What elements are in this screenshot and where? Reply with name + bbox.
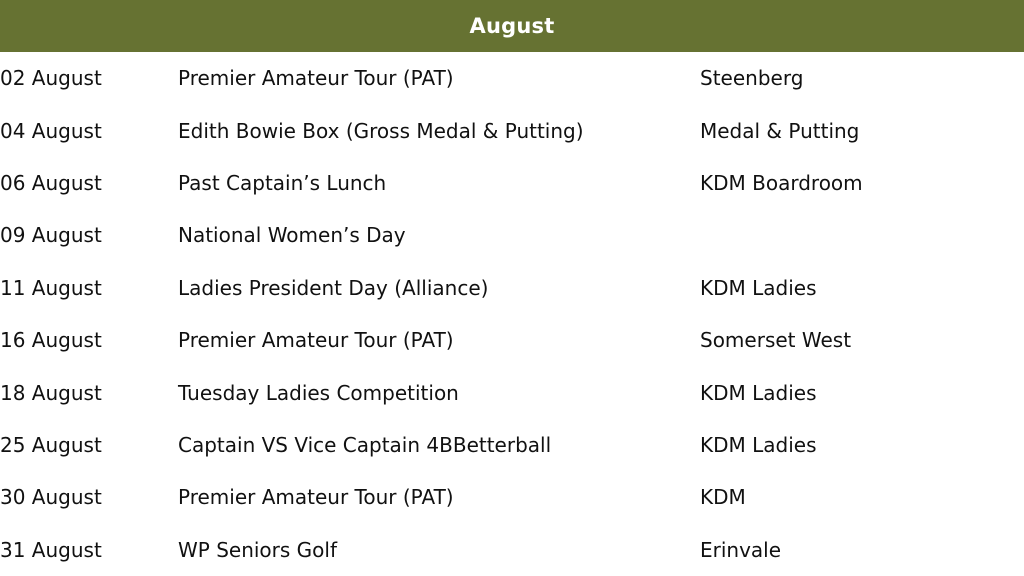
event-name: Premier Amateur Tour (PAT) [178, 66, 454, 91]
event-date: 25 August [0, 432, 102, 457]
event-name: Ladies President Day (Alliance) [178, 275, 489, 300]
event-venue: Medal & Putting [700, 118, 860, 143]
event-date: 31 August [0, 537, 102, 562]
event-date: 09 August [0, 223, 102, 248]
event-venue: KDM Ladies [700, 380, 817, 405]
event-date: 06 August [0, 170, 102, 195]
month-header [0, 0, 1024, 52]
event-name: Premier Amateur Tour (PAT) [178, 328, 454, 353]
event-venue: Erinvale [700, 537, 782, 562]
event-date: 11 August [0, 275, 102, 300]
month-title: August [469, 14, 555, 38]
table-row [0, 262, 1024, 314]
event-name: National Women’s Day [178, 223, 406, 248]
event-date: 02 August [0, 66, 102, 91]
event-name: Past Captain’s Lunch [178, 170, 387, 195]
table-row [0, 209, 1024, 261]
event-name: Captain VS Vice Captain 4BBetterball [178, 432, 552, 457]
table-row [0, 52, 1024, 104]
event-venue: Somerset West [700, 328, 852, 353]
event-date: 18 August [0, 380, 102, 405]
table-row [0, 104, 1024, 156]
event-venue: KDM Boardroom [700, 170, 863, 195]
table-row [0, 366, 1024, 418]
table-row [0, 314, 1024, 366]
table-row [0, 157, 1024, 209]
event-name: WP Seniors Golf [178, 537, 337, 562]
event-venue: KDM Ladies [700, 432, 817, 457]
event-name: Edith Bowie Box (Gross Medal & Putting) [178, 118, 584, 143]
event-name: Premier Amateur Tour (PAT) [178, 485, 454, 510]
event-venue: KDM [700, 485, 746, 510]
event-date: 30 August [0, 485, 102, 510]
table-row [0, 524, 1024, 576]
event-name: Tuesday Ladies Competition [178, 380, 459, 405]
event-venue: Steenberg [700, 66, 804, 91]
event-venue: KDM Ladies [700, 275, 817, 300]
table-row [0, 471, 1024, 523]
events-table [0, 52, 1024, 576]
table-row [0, 419, 1024, 471]
event-date: 16 August [0, 328, 102, 353]
event-date: 04 August [0, 118, 102, 143]
